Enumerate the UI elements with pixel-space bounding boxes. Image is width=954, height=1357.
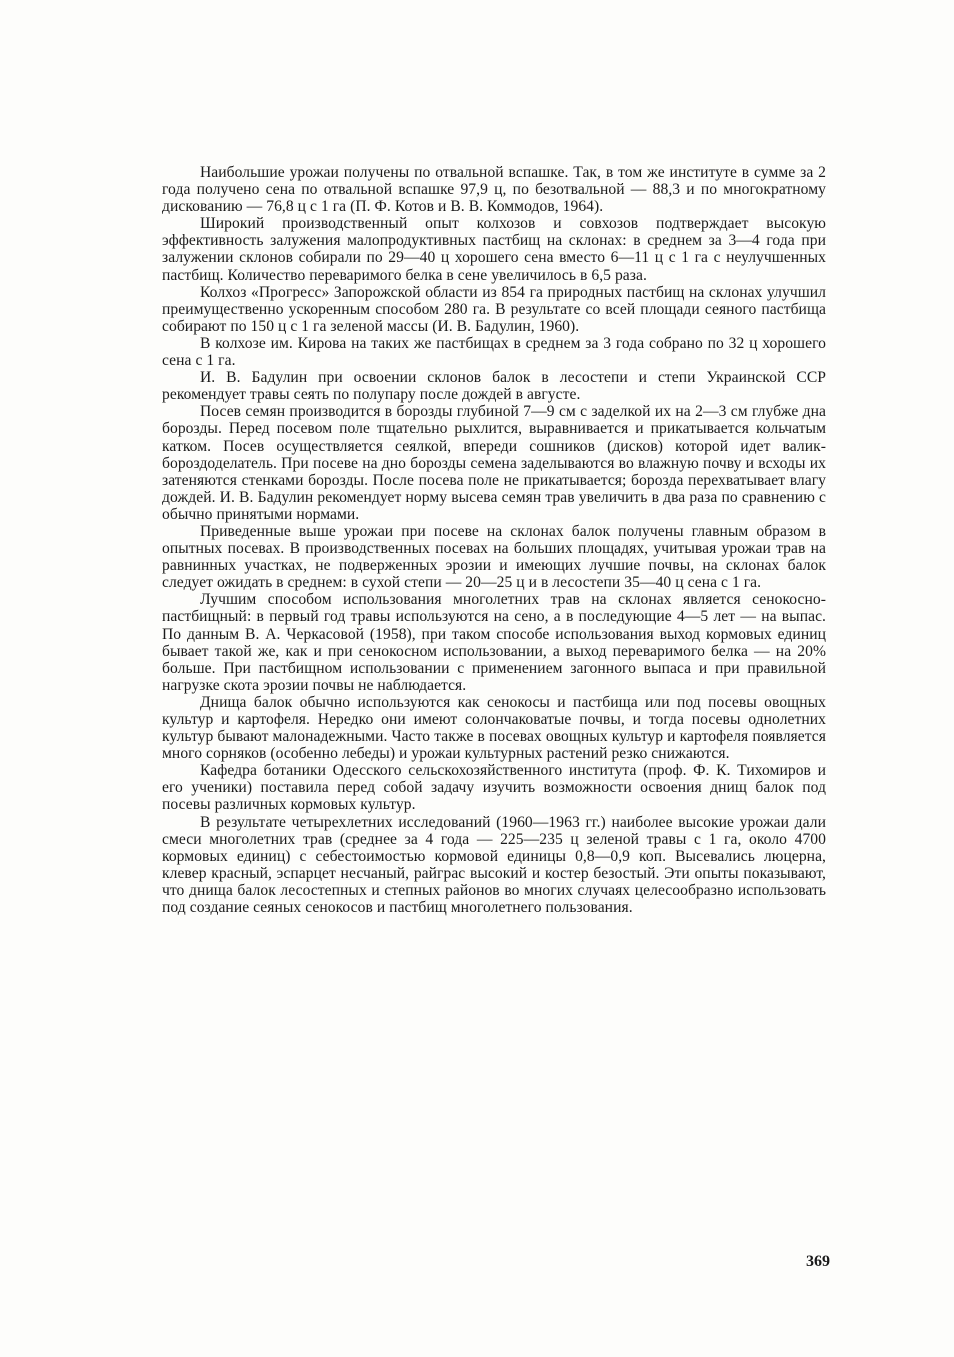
- paragraph: Посев семян производится в борозды глубиной 7—9 см с заделкой их на 2—3 см глубже дна борозды. Перед посевом поле тщательно рыхлится, выравнивается и прикатывается кольчатым катком. Посев осуществляется сеялкой, впереди сошников (дисков) которой идет валик-бороздоделатель. При посеве на дно борозды семена заделываются во влажную почву и всходы их затеняются стенками борозды. После посева поле не прикатывается; борозда перехватывает влагу дождей. И. В. Бадулин рекомендует норму высева семян трав увеличить в два раза по сравнению с обычно принятыми нормами.: [162, 403, 826, 523]
- body-text: [162, 164, 826, 916]
- paragraph: В результате четырехлетних исследований (1960—1963 гг.) наиболее высокие урожаи дали смеси многолетних трав (среднее за 4 года — 225—235 ц зеленой травы с 1 га, около 4700 кормовых единиц) с себестоимостью кормовой единицы 0,8—0,9 коп. Высевались люцерна, клевер красный, эспарцет несчаный, райграс высокий и костер безостый. Эти опыты показывают, что днища балок лесостепных и степных районов во многих случаях целесообразно использовать под создание сеяных сенокосов и пастбищ многолетнего пользования.: [162, 813, 826, 917]
- paragraph: Широкий производственный опыт колхозов и совхозов подтверждает высокую эффективность залужения малопродуктивных пастбищ на склонах: в среднем за 3—4 года при залужении склонов собирали по 29—40 ц хорошего сена вместо 6—11 ц с 1 га с неулучшенных пастбищ. Количество переваримого белка в сене увеличилось в 6,5 раза.: [162, 215, 826, 284]
- paragraph: Днища балок обычно используются как сенокосы и пастбища или под посевы овощных культур и картофеля. Нередко они имеют солончаковатые почвы, и тогда посевы однолетних культур бывают малонадежными. Часто также в посевах овощных культур и картофеля появляется много сорняков (особенно лебеды) и урожаи культурных растений резко снижаются.: [162, 693, 826, 763]
- paragraph: Колхоз «Прогресс» Запорожской области из 854 га природных пастбищ на склонах улучшил преимущественно ускоренным способом 280 га. В результате со всей площади сеяного пастбища собирают по 150 ц с 1 га зеленой массы (И. В. Бадулин, 1960).: [162, 283, 826, 335]
- paragraph: Лучшим способом использования многолетних трав на склонах является сенокосно-пастбищный: в первый год травы используются на сено, а в последующие 4—5 лет — на выпас. По данным В. А. Черкасовой (1958), при таком способе использования выход кормовых единиц бывает такой же, как и при сенокосном использовании, а выход переваримого белка — на 20% больше. При пастбищном использовании с применением загонного выпаса и при правильной нагрузке скота эрозии почвы не наблюдается.: [162, 591, 826, 694]
- paragraph: И. В. Бадулин при освоении склонов балок в лесостепи и степи Украинской ССР рекомендует травы сеять по полупару после дождей в августе.: [162, 369, 826, 404]
- paragraph: В колхозе им. Кирова на таких же пастбищах в среднем за 3 года собрано по 32 ц хорошего сена с 1 га.: [162, 334, 826, 370]
- paragraph: Приведенные выше урожаи при посеве на склонах балок получены главным образом в опытных посевах. В производственных посевах на больших площадях, учитывая урожаи трав на равнинных участках, не подверженных эрозии и имеющих лучшие почвы, на склонах балок следует ожидать в среднем: в сухой степи — 20—25 ц и в лесостепи 35—40 ц сена с 1 га.: [162, 522, 826, 592]
- paragraph: Наибольшие урожаи получены по отвальной вспашке. Так, в том же институте в сумме за 2 года получено сена по отвальной вспашке 97,9 ц, по безотвальной — 88,3 и по многократному дискованию — 76,8 ц с 1 га (П. Ф. Котов и В. В. Коммодов, 1964).: [162, 164, 826, 216]
- page-number: 369: [806, 1253, 830, 1270]
- paragraph: Кафедра ботаники Одесского сельскохозяйственного института (проф. Ф. К. Тихомиров и его ученики) поставила перед собой задачу изучить возможности освоения днищ балок под посевы различных кормовых культур.: [162, 762, 826, 814]
